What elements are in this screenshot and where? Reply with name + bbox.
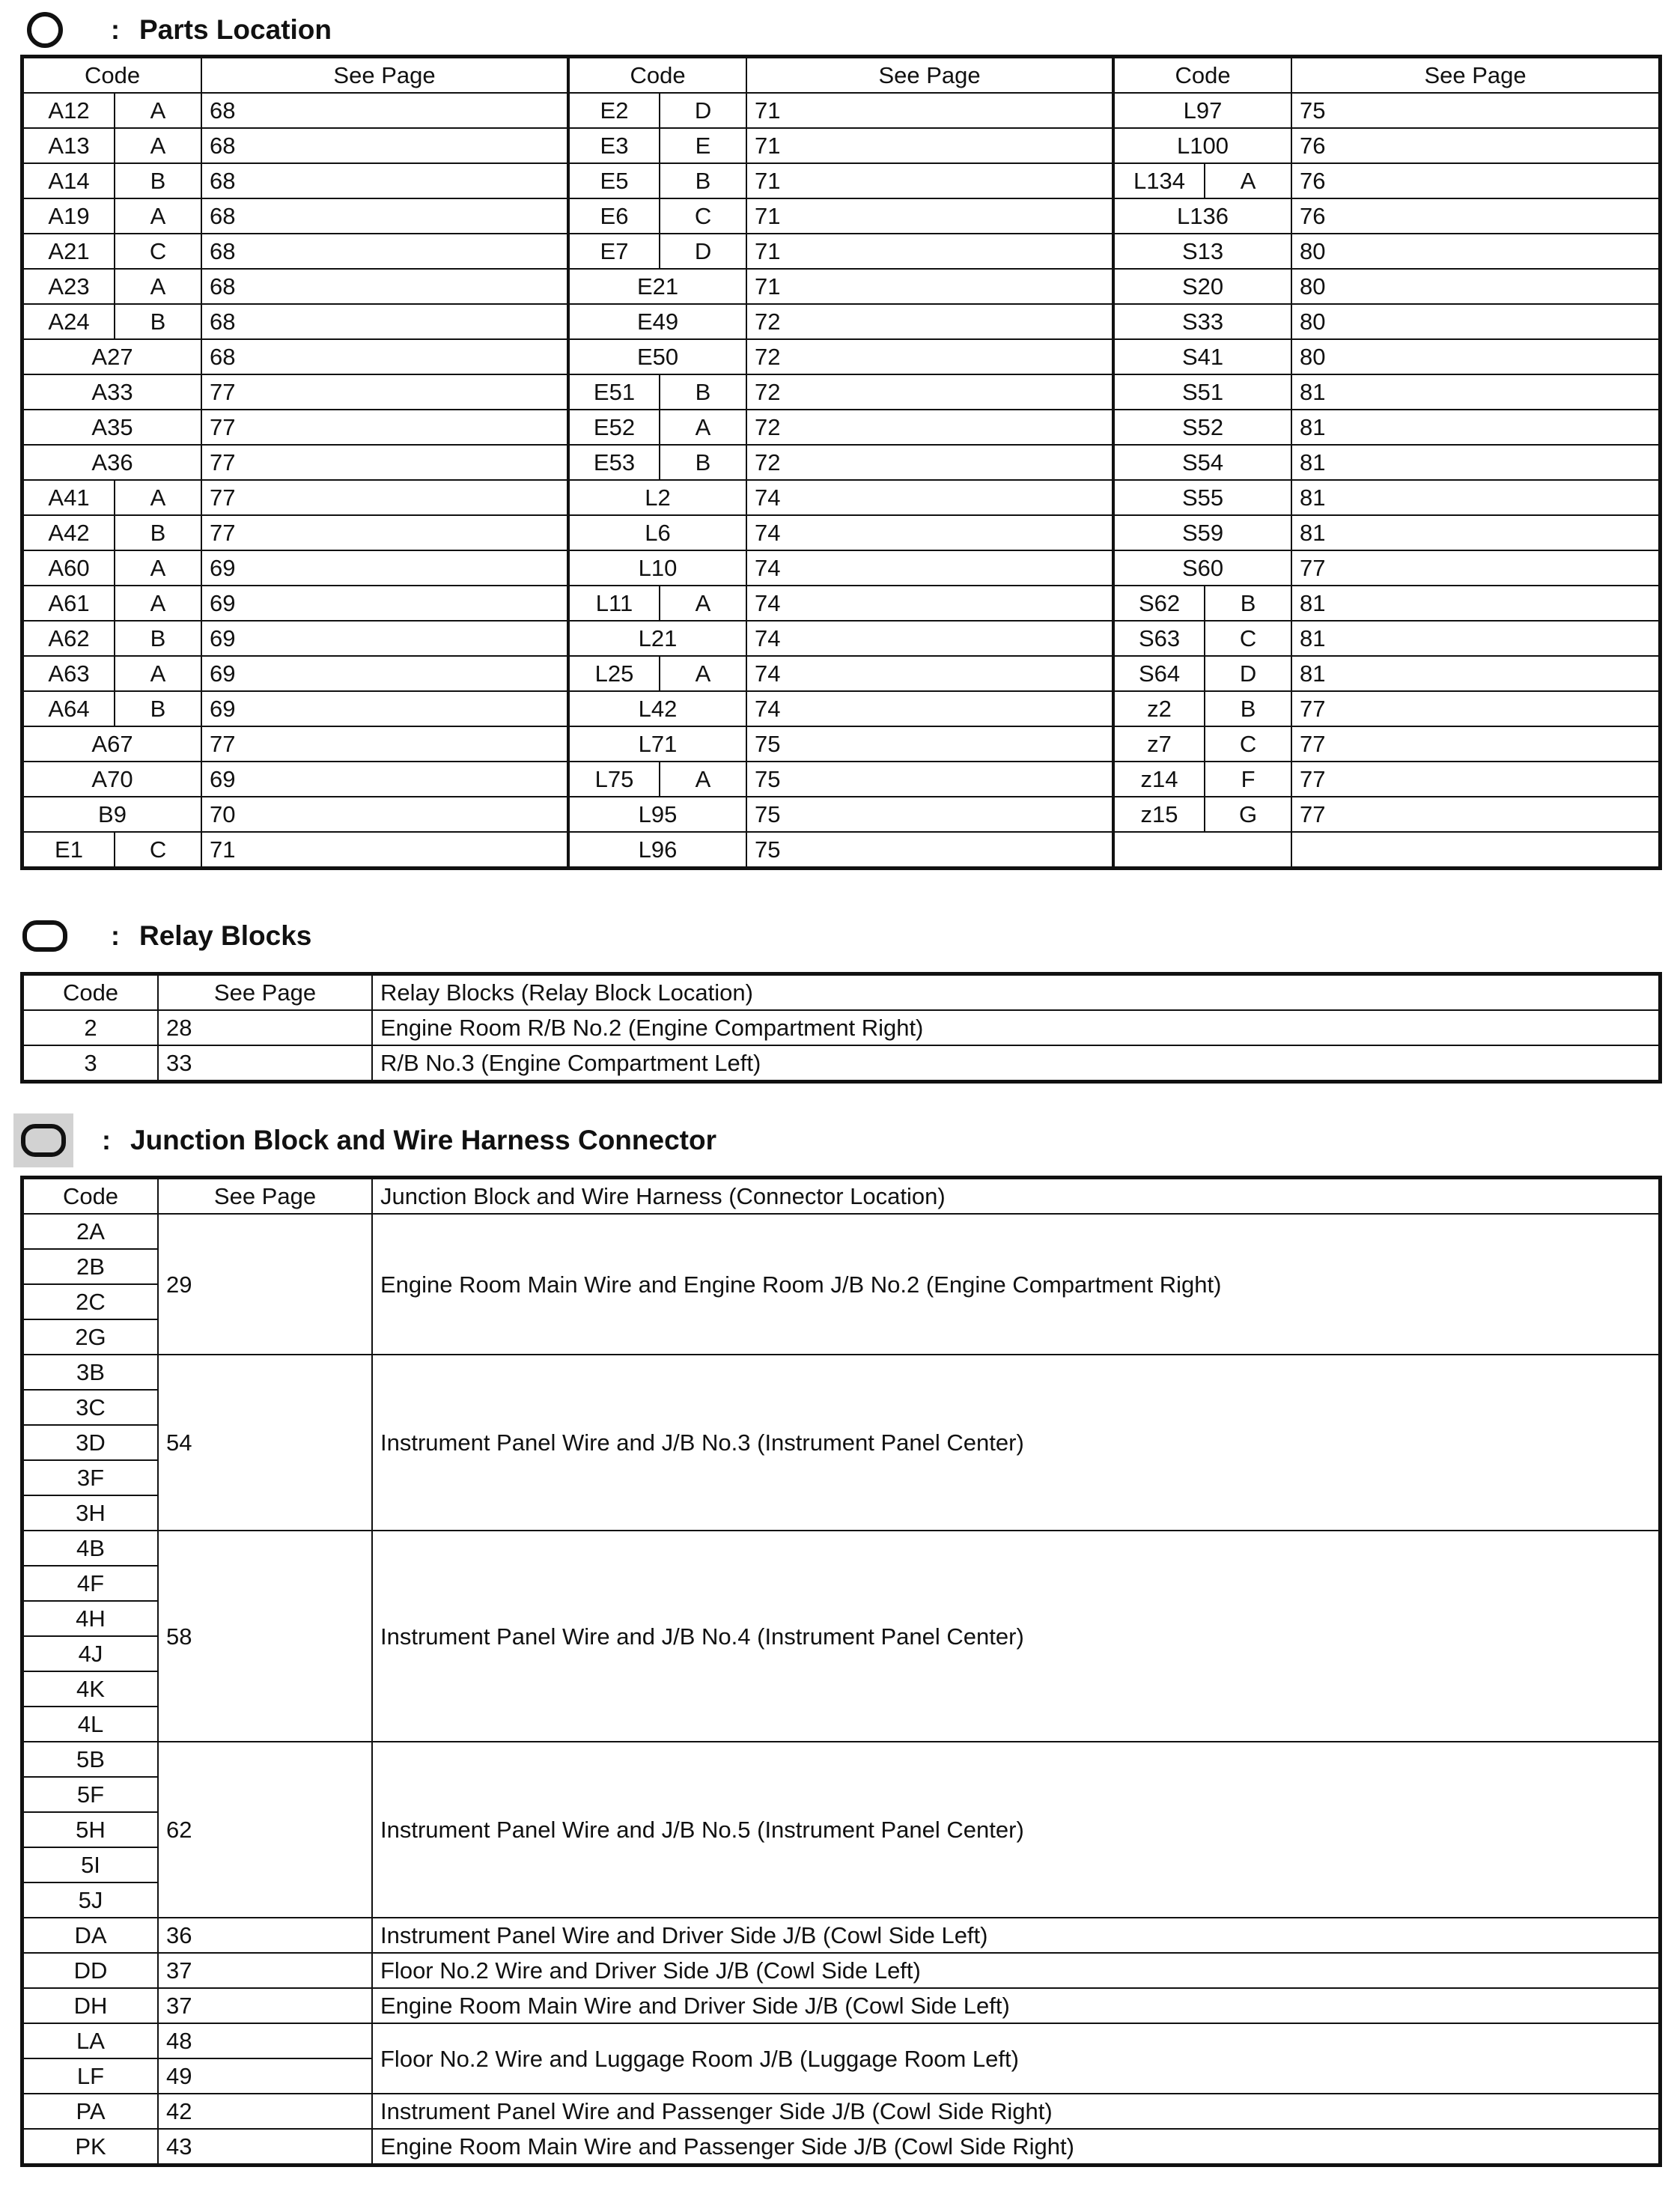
relay-blocks-table bbox=[22, 974, 1660, 1081]
part-see-page: 76 bbox=[1291, 128, 1659, 163]
part-see-page: 75 bbox=[746, 726, 1113, 762]
part-code: A42 bbox=[23, 515, 115, 550]
table-row bbox=[23, 797, 1659, 832]
part-see-page: 81 bbox=[1291, 515, 1659, 550]
part-connector-letter: B bbox=[115, 163, 201, 198]
part-connector-letter: A bbox=[115, 550, 201, 586]
part-see-page: 68 bbox=[201, 198, 568, 234]
part-see-page: 74 bbox=[746, 691, 1113, 726]
part-see-page: 81 bbox=[1291, 410, 1659, 445]
part-see-page: 74 bbox=[746, 656, 1113, 691]
part-see-page: 81 bbox=[1291, 445, 1659, 480]
part-see-page: 72 bbox=[746, 339, 1113, 374]
part-code: A23 bbox=[23, 269, 115, 304]
part-connector-letter: B bbox=[1205, 586, 1291, 621]
junction-header-row bbox=[23, 1179, 1659, 1214]
jb-code: LA bbox=[23, 2023, 158, 2058]
table-row bbox=[23, 1045, 1659, 1081]
part-code: A33 bbox=[23, 374, 201, 410]
part-see-page: 74 bbox=[746, 515, 1113, 550]
relay-blocks-title: Relay Blocks bbox=[139, 920, 312, 951]
jb-code: 5B bbox=[23, 1742, 158, 1777]
part-code: L71 bbox=[568, 726, 746, 762]
relay-page: 33 bbox=[158, 1045, 372, 1081]
part-see-page: 68 bbox=[201, 163, 568, 198]
part-code: A61 bbox=[23, 586, 115, 621]
part-code: z7 bbox=[1113, 726, 1205, 762]
jb-see-page: 37 bbox=[158, 1988, 372, 2023]
table-row bbox=[23, 621, 1659, 656]
jb-code: DD bbox=[23, 1953, 158, 1988]
relay-page: 28 bbox=[158, 1010, 372, 1045]
part-see-page: 68 bbox=[201, 128, 568, 163]
jb-description: Instrument Panel Wire and J/B No.4 (Instrument Panel Center) bbox=[372, 1531, 1659, 1742]
part-code: L6 bbox=[568, 515, 746, 550]
part-code: E2 bbox=[568, 93, 660, 128]
part-code: E5 bbox=[568, 163, 660, 198]
shaded-rounded-rect-symbol-icon bbox=[13, 1113, 73, 1167]
jb-see-page: 54 bbox=[158, 1355, 372, 1531]
jb-description: Engine Room Main Wire and Passenger Side J/B (Cowl Side Right) bbox=[372, 2129, 1659, 2164]
relay-code: 2 bbox=[23, 1010, 158, 1045]
part-code: A12 bbox=[23, 93, 115, 128]
part-see-page: 72 bbox=[746, 304, 1113, 339]
part-connector-letter: C bbox=[1205, 621, 1291, 656]
see-page-header: See Page bbox=[158, 1179, 372, 1214]
parts-header-row bbox=[23, 58, 1659, 93]
relay-desc: Engine Room R/B No.2 (Engine Compartment Right) bbox=[372, 1010, 1659, 1045]
jb-see-page: 48 bbox=[158, 2023, 372, 2058]
table-row bbox=[23, 1531, 1659, 1566]
jb-code: 4J bbox=[23, 1636, 158, 1671]
table-row bbox=[23, 93, 1659, 128]
part-code: L100 bbox=[1113, 128, 1291, 163]
part-connector-letter: B bbox=[660, 445, 746, 480]
jb-description: Engine Room Main Wire and Engine Room J/B No.2 (Engine Compartment Right) bbox=[372, 1214, 1659, 1355]
part-code: A13 bbox=[23, 128, 115, 163]
part-see-page: 77 bbox=[201, 445, 568, 480]
part-connector-letter: A bbox=[115, 656, 201, 691]
part-connector-letter: A bbox=[660, 410, 746, 445]
part-see-page: 77 bbox=[201, 515, 568, 550]
table-row bbox=[23, 1214, 1659, 1249]
part-see-page: 80 bbox=[1291, 269, 1659, 304]
part-see-page: 77 bbox=[201, 374, 568, 410]
table-row bbox=[23, 2023, 1659, 2058]
part-see-page: 81 bbox=[1291, 374, 1659, 410]
table-row bbox=[23, 762, 1659, 797]
jb-description: Instrument Panel Wire and Passenger Side J/B (Cowl Side Right) bbox=[372, 2094, 1659, 2129]
table-row bbox=[23, 234, 1659, 269]
jb-code: DH bbox=[23, 1988, 158, 2023]
part-code: S54 bbox=[1113, 445, 1291, 480]
part-code: z14 bbox=[1113, 762, 1205, 797]
part-code: A24 bbox=[23, 304, 115, 339]
table-row bbox=[23, 163, 1659, 198]
part-code: A21 bbox=[23, 234, 115, 269]
jb-see-page: 62 bbox=[158, 1742, 372, 1918]
part-code: A19 bbox=[23, 198, 115, 234]
jb-see-page: 42 bbox=[158, 2094, 372, 2129]
part-code: L11 bbox=[568, 586, 660, 621]
part-code: E21 bbox=[568, 269, 746, 304]
jb-code: 5I bbox=[23, 1847, 158, 1882]
jb-description: Instrument Panel Wire and Driver Side J/B (Cowl Side Left) bbox=[372, 1918, 1659, 1953]
part-code: L10 bbox=[568, 550, 746, 586]
part-code: A60 bbox=[23, 550, 115, 586]
part-see-page: 69 bbox=[201, 762, 568, 797]
part-connector-letter: F bbox=[1205, 762, 1291, 797]
part-code: L97 bbox=[1113, 93, 1291, 128]
code-header: Code bbox=[1113, 58, 1291, 93]
part-connector-letter: A bbox=[1205, 163, 1291, 198]
part-connector-letter: A bbox=[660, 762, 746, 797]
part-code: L75 bbox=[568, 762, 660, 797]
part-code: S52 bbox=[1113, 410, 1291, 445]
part-see-page: 68 bbox=[201, 269, 568, 304]
table-row bbox=[23, 1953, 1659, 1988]
part-code: z2 bbox=[1113, 691, 1205, 726]
table-row bbox=[23, 656, 1659, 691]
part-connector-letter: C bbox=[115, 234, 201, 269]
jb-see-page: 58 bbox=[158, 1531, 372, 1742]
part-connector-letter: A bbox=[660, 586, 746, 621]
part-code: L2 bbox=[568, 480, 746, 515]
part-see-page: 77 bbox=[1291, 726, 1659, 762]
part-code: S63 bbox=[1113, 621, 1205, 656]
part-code: L134 bbox=[1113, 163, 1205, 198]
part-see-page: 75 bbox=[1291, 93, 1659, 128]
part-code: E49 bbox=[568, 304, 746, 339]
part-connector-letter: D bbox=[660, 93, 746, 128]
part-code: S41 bbox=[1113, 339, 1291, 374]
parts-location-title: Parts Location bbox=[139, 14, 332, 45]
part-connector-letter: B bbox=[115, 304, 201, 339]
table-row bbox=[23, 515, 1659, 550]
part-connector-letter: A bbox=[115, 93, 201, 128]
part-connector-letter: B bbox=[1205, 691, 1291, 726]
part-see-page: 75 bbox=[746, 797, 1113, 832]
part-see-page: 68 bbox=[201, 93, 568, 128]
part-connector-letter: A bbox=[115, 480, 201, 515]
junction-block-title: Junction Block and Wire Harness Connector bbox=[130, 1125, 716, 1155]
jb-see-page: 29 bbox=[158, 1214, 372, 1355]
table-row bbox=[23, 339, 1659, 374]
part-code: z15 bbox=[1113, 797, 1205, 832]
code-header: Code bbox=[23, 58, 201, 93]
part-connector-letter: B bbox=[660, 374, 746, 410]
jb-see-page: 43 bbox=[158, 2129, 372, 2164]
relay-desc-header: Relay Blocks (Relay Block Location) bbox=[372, 975, 1659, 1010]
part-code bbox=[1113, 832, 1291, 867]
code-header: Code bbox=[23, 1179, 158, 1214]
part-code: L25 bbox=[568, 656, 660, 691]
part-code: S64 bbox=[1113, 656, 1205, 691]
part-code: S60 bbox=[1113, 550, 1291, 586]
table-row bbox=[23, 1010, 1659, 1045]
part-see-page: 74 bbox=[746, 480, 1113, 515]
part-code: A67 bbox=[23, 726, 201, 762]
jb-code: 3F bbox=[23, 1460, 158, 1495]
relay-blocks-heading bbox=[22, 914, 311, 958]
part-see-page: 77 bbox=[1291, 691, 1659, 726]
table-row bbox=[23, 2094, 1659, 2129]
table-row bbox=[23, 1742, 1659, 1777]
circle-symbol-icon bbox=[22, 7, 67, 52]
part-see-page: 81 bbox=[1291, 480, 1659, 515]
heading-colon: : bbox=[111, 920, 120, 951]
see-page-header: See Page bbox=[158, 975, 372, 1010]
relay-header-row bbox=[23, 975, 1659, 1010]
part-see-page: 71 bbox=[746, 198, 1113, 234]
part-see-page: 75 bbox=[746, 762, 1113, 797]
part-see-page: 81 bbox=[1291, 656, 1659, 691]
part-code: L21 bbox=[568, 621, 746, 656]
junction-block-heading bbox=[22, 1118, 716, 1163]
part-code: L96 bbox=[568, 832, 746, 867]
table-row bbox=[23, 445, 1659, 480]
jb-code: LF bbox=[23, 2058, 158, 2094]
jb-description: Instrument Panel Wire and J/B No.3 (Instrument Panel Center) bbox=[372, 1355, 1659, 1531]
part-see-page: 69 bbox=[201, 550, 568, 586]
jb-description: Instrument Panel Wire and J/B No.5 (Instrument Panel Center) bbox=[372, 1742, 1659, 1918]
part-code: L136 bbox=[1113, 198, 1291, 234]
part-connector-letter: D bbox=[1205, 656, 1291, 691]
part-see-page: 71 bbox=[746, 163, 1113, 198]
jb-code: 5H bbox=[23, 1812, 158, 1847]
part-see-page bbox=[1291, 832, 1659, 867]
part-connector-letter: E bbox=[660, 128, 746, 163]
part-see-page: 68 bbox=[201, 234, 568, 269]
part-code: S55 bbox=[1113, 480, 1291, 515]
part-see-page: 72 bbox=[746, 445, 1113, 480]
part-see-page: 70 bbox=[201, 797, 568, 832]
part-code: A64 bbox=[23, 691, 115, 726]
part-see-page: 72 bbox=[746, 374, 1113, 410]
junction-block-table bbox=[22, 1178, 1660, 2165]
part-code: E50 bbox=[568, 339, 746, 374]
part-connector-letter: C bbox=[660, 198, 746, 234]
table-row bbox=[23, 726, 1659, 762]
part-connector-letter: A bbox=[115, 269, 201, 304]
part-see-page: 76 bbox=[1291, 163, 1659, 198]
parts-location-table bbox=[22, 57, 1660, 868]
jb-code: 4L bbox=[23, 1707, 158, 1742]
part-see-page: 69 bbox=[201, 586, 568, 621]
part-see-page: 71 bbox=[201, 832, 568, 867]
jb-code: 3H bbox=[23, 1495, 158, 1531]
part-see-page: 77 bbox=[201, 726, 568, 762]
part-see-page: 69 bbox=[201, 691, 568, 726]
part-code: L42 bbox=[568, 691, 746, 726]
part-code: A14 bbox=[23, 163, 115, 198]
jb-code: 2G bbox=[23, 1319, 158, 1355]
part-see-page: 71 bbox=[746, 93, 1113, 128]
part-connector-letter: B bbox=[115, 515, 201, 550]
part-code: E52 bbox=[568, 410, 660, 445]
part-code: E7 bbox=[568, 234, 660, 269]
jb-code: 2C bbox=[23, 1284, 158, 1319]
part-code: A70 bbox=[23, 762, 201, 797]
part-connector-letter: A bbox=[660, 656, 746, 691]
jb-description: Engine Room Main Wire and Driver Side J/B (Cowl Side Left) bbox=[372, 1988, 1659, 2023]
part-see-page: 80 bbox=[1291, 339, 1659, 374]
part-see-page: 77 bbox=[1291, 797, 1659, 832]
jb-code: 5J bbox=[23, 1882, 158, 1918]
part-see-page: 69 bbox=[201, 656, 568, 691]
relay-desc: R/B No.3 (Engine Compartment Left) bbox=[372, 1045, 1659, 1081]
jb-code: 5F bbox=[23, 1777, 158, 1812]
code-header: Code bbox=[23, 975, 158, 1010]
jb-code: 3B bbox=[23, 1355, 158, 1390]
part-see-page: 71 bbox=[746, 234, 1113, 269]
part-code: S59 bbox=[1113, 515, 1291, 550]
see-page-header: See Page bbox=[1291, 58, 1659, 93]
part-connector-letter: A bbox=[115, 128, 201, 163]
junction-desc-header: Junction Block and Wire Harness (Connector Location) bbox=[372, 1179, 1659, 1214]
table-row bbox=[23, 691, 1659, 726]
table-row bbox=[23, 1355, 1659, 1390]
part-see-page: 80 bbox=[1291, 234, 1659, 269]
part-code: S13 bbox=[1113, 234, 1291, 269]
code-header: Code bbox=[568, 58, 746, 93]
table-row bbox=[23, 2129, 1659, 2164]
part-see-page: 77 bbox=[1291, 762, 1659, 797]
jb-code: 4H bbox=[23, 1601, 158, 1636]
jb-code: 4K bbox=[23, 1671, 158, 1707]
part-code: S20 bbox=[1113, 269, 1291, 304]
part-connector-letter: C bbox=[115, 832, 201, 867]
jb-code: PK bbox=[23, 2129, 158, 2164]
part-code: A35 bbox=[23, 410, 201, 445]
part-connector-letter: G bbox=[1205, 797, 1291, 832]
part-see-page: 74 bbox=[746, 586, 1113, 621]
table-row bbox=[23, 410, 1659, 445]
table-row bbox=[23, 374, 1659, 410]
table-row bbox=[23, 586, 1659, 621]
part-code: E3 bbox=[568, 128, 660, 163]
table-row bbox=[23, 198, 1659, 234]
part-see-page: 72 bbox=[746, 410, 1113, 445]
see-page-header: See Page bbox=[201, 58, 568, 93]
jb-code: 4F bbox=[23, 1566, 158, 1601]
part-code: A62 bbox=[23, 621, 115, 656]
part-code: S33 bbox=[1113, 304, 1291, 339]
rounded-rect-symbol-icon bbox=[22, 914, 67, 958]
part-connector-letter: B bbox=[115, 621, 201, 656]
part-connector-letter: D bbox=[660, 234, 746, 269]
jb-see-page: 37 bbox=[158, 1953, 372, 1988]
part-connector-letter: C bbox=[1205, 726, 1291, 762]
see-page-header: See Page bbox=[746, 58, 1113, 93]
part-connector-letter: B bbox=[115, 691, 201, 726]
parts-location-heading bbox=[22, 7, 332, 52]
part-see-page: 81 bbox=[1291, 621, 1659, 656]
part-see-page: 77 bbox=[201, 410, 568, 445]
part-see-page: 71 bbox=[746, 128, 1113, 163]
part-code: A36 bbox=[23, 445, 201, 480]
table-row bbox=[23, 128, 1659, 163]
jb-description: Floor No.2 Wire and Luggage Room J/B (Luggage Room Left) bbox=[372, 2023, 1659, 2094]
jb-code: 4B bbox=[23, 1531, 158, 1566]
part-code: E51 bbox=[568, 374, 660, 410]
part-code: A63 bbox=[23, 656, 115, 691]
part-see-page: 81 bbox=[1291, 586, 1659, 621]
table-row bbox=[23, 480, 1659, 515]
part-connector-letter: B bbox=[660, 163, 746, 198]
table-row bbox=[23, 550, 1659, 586]
jb-see-page: 36 bbox=[158, 1918, 372, 1953]
part-code: E53 bbox=[568, 445, 660, 480]
heading-colon: : bbox=[111, 14, 120, 45]
part-see-page: 74 bbox=[746, 621, 1113, 656]
part-code: B9 bbox=[23, 797, 201, 832]
part-code: S51 bbox=[1113, 374, 1291, 410]
part-code: S62 bbox=[1113, 586, 1205, 621]
jb-code: PA bbox=[23, 2094, 158, 2129]
part-see-page: 71 bbox=[746, 269, 1113, 304]
part-see-page: 68 bbox=[201, 304, 568, 339]
part-see-page: 77 bbox=[1291, 550, 1659, 586]
part-see-page: 75 bbox=[746, 832, 1113, 867]
table-row bbox=[23, 1918, 1659, 1953]
jb-code: 2A bbox=[23, 1214, 158, 1249]
table-row bbox=[23, 1988, 1659, 2023]
part-code: E6 bbox=[568, 198, 660, 234]
jb-code: 3C bbox=[23, 1390, 158, 1425]
part-see-page: 69 bbox=[201, 621, 568, 656]
jb-see-page: 49 bbox=[158, 2058, 372, 2094]
table-row bbox=[23, 304, 1659, 339]
part-see-page: 80 bbox=[1291, 304, 1659, 339]
part-connector-letter: A bbox=[115, 586, 201, 621]
heading-colon: : bbox=[102, 1125, 111, 1155]
part-code: L95 bbox=[568, 797, 746, 832]
jb-description: Floor No.2 Wire and Driver Side J/B (Cowl Side Left) bbox=[372, 1953, 1659, 1988]
part-see-page: 68 bbox=[201, 339, 568, 374]
jb-code: 2B bbox=[23, 1249, 158, 1284]
jb-code: 3D bbox=[23, 1425, 158, 1460]
table-row bbox=[23, 832, 1659, 867]
jb-code: DA bbox=[23, 1918, 158, 1953]
part-code: A27 bbox=[23, 339, 201, 374]
relay-code: 3 bbox=[23, 1045, 158, 1081]
part-connector-letter: A bbox=[115, 198, 201, 234]
part-see-page: 76 bbox=[1291, 198, 1659, 234]
table-row bbox=[23, 269, 1659, 304]
part-code: E1 bbox=[23, 832, 115, 867]
part-see-page: 77 bbox=[201, 480, 568, 515]
part-code: A41 bbox=[23, 480, 115, 515]
part-see-page: 74 bbox=[746, 550, 1113, 586]
